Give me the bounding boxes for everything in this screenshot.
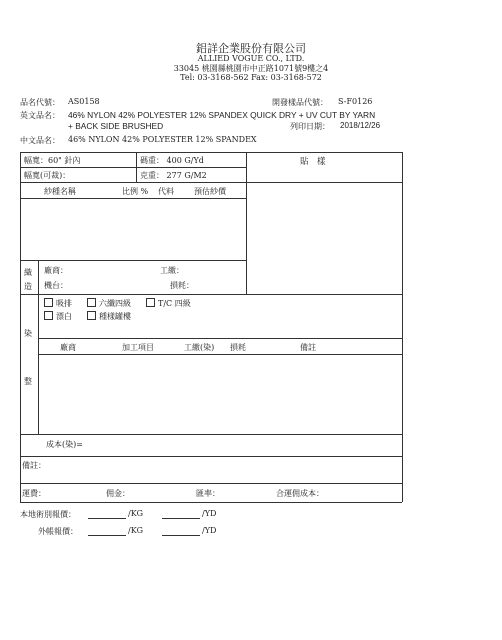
yarn-header-substitute: 代料: [158, 187, 174, 196]
spec-width-usable: 幅寬(可裁)：: [24, 171, 71, 180]
dyeing-option-bleach[interactable]: 漂白: [44, 311, 72, 322]
spec-width: 幅寬：60" 針內: [24, 156, 81, 165]
dye-cost: 成本(染)=: [46, 440, 83, 449]
dyeing-header-vendor: 廠商: [60, 343, 76, 352]
en-name-line1: 46% NYLON 42% POLYESTER 12% SPANDEX QUICK DRY + UV CUT BY YARN: [68, 110, 376, 120]
weaving-machine: 機台：: [44, 281, 68, 290]
company-name-cn: 鋁詳企業股份有限公司: [196, 42, 306, 55]
print-date-label: 列印日期：: [290, 122, 330, 131]
dyeing-header-loss: 損耗: [230, 343, 246, 352]
dyeing-header-labor: 工繳(染): [184, 343, 215, 352]
yarn-header-price: 預估紗價: [194, 187, 226, 196]
commission-label: 佣金：: [106, 489, 130, 498]
exchange-label: 匯率：: [196, 489, 220, 498]
cn-name-label: 中文品名：: [20, 136, 60, 145]
local-price-label: 本地術別報價：: [20, 510, 76, 519]
dyeing-option-sample[interactable]: 種樣罐樓: [87, 311, 131, 322]
export-price-unit-yd: /YD: [202, 526, 217, 535]
weaving-loss: 損耗：: [170, 281, 194, 290]
freight-label: 運費：: [22, 489, 46, 498]
product-code-value: AS0158: [68, 97, 100, 106]
cn-name-value: 46% NYLON 42% POLYESTER 12% SPANDEX: [68, 135, 257, 144]
spec-weight-m2: 克重： 277 G/M2: [140, 171, 207, 180]
combined-cost-label: 合運佣成本：: [276, 489, 324, 498]
export-price-label: 外帳報價：: [38, 527, 78, 536]
dyeing-option-six-fiber[interactable]: 六纖四級: [87, 298, 131, 309]
weaving-manufacturer: 廠商：: [44, 266, 68, 275]
checkbox-icon[interactable]: [87, 311, 96, 320]
company-contact: Tel: 03-3168-562 Fax: 03-3168-572: [180, 73, 322, 82]
dev-code-value: S-F0126: [338, 97, 373, 106]
en-name-label: 英文品名：: [20, 111, 60, 120]
en-name-line2: + BACK SIDE BRUSHED: [68, 121, 164, 131]
spec-weight-yd: 碼重： 400 G/Yd: [140, 156, 204, 165]
dyeing-header-process: 加工項目: [122, 343, 154, 352]
yarn-header-name: 紗種名稱: [44, 187, 76, 196]
checkbox-icon[interactable]: [44, 311, 53, 320]
checkbox-icon[interactable]: [87, 298, 96, 307]
checkbox-icon[interactable]: [44, 298, 53, 307]
weaving-side-label-2: 造: [24, 282, 32, 291]
dyeing-header-remark: 備註: [300, 343, 316, 352]
company-address: 33045 桃園縣桃園市中正路1071號9樓之4: [173, 64, 329, 73]
company-name-en: ALLIED VOGUE CO., LTD.: [197, 54, 305, 63]
remarks-label: 備註：: [22, 461, 46, 470]
dyeing-option-wicking[interactable]: 吸排: [44, 298, 72, 309]
yarn-header-ratio: 比例 %: [122, 187, 149, 196]
export-price-unit-kg: /KG: [128, 526, 144, 535]
dyeing-side-label-1: 染: [24, 329, 32, 338]
product-code-label: 品名代號：: [20, 98, 60, 107]
weaving-side-label-1: 織: [24, 268, 32, 277]
dyeing-option-tc[interactable]: T/C 四級: [146, 298, 191, 309]
local-price-unit-kg: /KG: [128, 509, 144, 518]
dyeing-side-label-2: 整: [24, 377, 32, 386]
local-price-unit-yd: /YD: [202, 509, 217, 518]
sample-label: 貼 樣: [300, 157, 326, 167]
checkbox-icon[interactable]: [146, 298, 155, 307]
weaving-labor: 工繳：: [160, 266, 184, 275]
print-date-value: 2018/12/26: [340, 121, 381, 130]
dev-code-label: 開發樣品代號：: [272, 98, 328, 107]
